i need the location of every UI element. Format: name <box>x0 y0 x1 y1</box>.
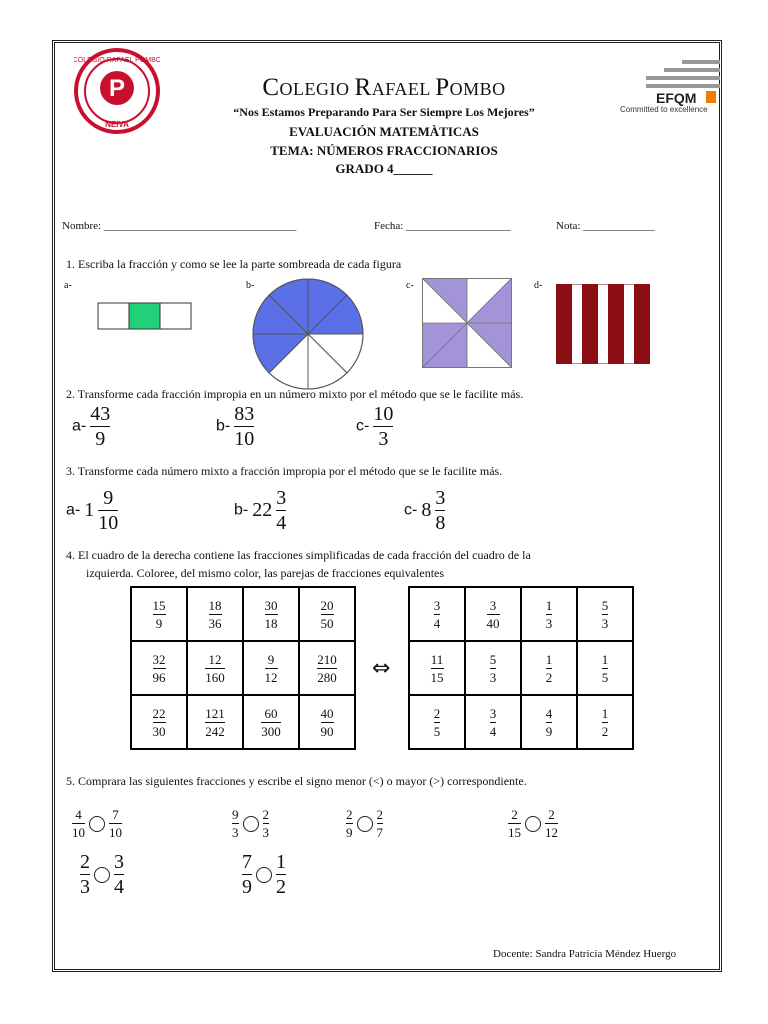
figure-a-label: a- <box>64 280 72 291</box>
figure-c-square <box>422 278 512 368</box>
question-4-line2: izquierda. Coloree, del mismo color, las parejas de fracciones equivalentes <box>86 566 445 580</box>
right-fraction-row <box>409 641 633 695</box>
left-fraction-cell[interactable]: $\frac{121}{242}$ <box>187 695 243 749</box>
left-fraction-cell[interactable]: $\frac{60}{300}$ <box>243 695 299 749</box>
q2-item-a: a- $\frac{43}{9}$ <box>72 403 111 450</box>
left-fraction-cell[interactable]: $\frac{9}{12}$ <box>243 641 299 695</box>
left-fraction-cell[interactable]: $\frac{32}{96}$ <box>131 641 187 695</box>
compare-pair: $\frac{2}{15}$ $\frac{2}{12}$ <box>508 807 558 840</box>
left-fraction-row <box>131 641 355 695</box>
answer-circle[interactable] <box>94 867 110 883</box>
teacher-signature: Docente: Sandra Patricia Méndez Huergo <box>493 948 677 960</box>
left-fraction-row <box>131 695 355 749</box>
left-fraction-cell[interactable]: $\frac{30}{18}$ <box>243 587 299 641</box>
right-fraction-row <box>409 587 633 641</box>
grade: GRADO 4______ <box>335 161 433 176</box>
equivalence-arrow-icon: ⇔ <box>372 656 391 681</box>
efqm-name: EFQM <box>656 90 697 106</box>
figure-d-label: d- <box>534 280 543 291</box>
logo-top-text: COLEGIO RAFAEL POMBO <box>74 57 160 64</box>
left-fraction-cell[interactable]: $\frac{12}{160}$ <box>187 641 243 695</box>
answer-circle[interactable] <box>89 816 105 832</box>
right-fraction-cell[interactable]: $\frac{3}{4}$ <box>409 587 465 641</box>
answer-circle[interactable] <box>357 816 373 832</box>
q2-item-c: c- $\frac{10}{3}$ <box>356 403 394 450</box>
compare-pair: $\frac{9}{3}$ $\frac{2}{3}$ <box>232 807 269 840</box>
answer-circle[interactable] <box>243 816 259 832</box>
right-fraction-cell[interactable]: $\frac{5}{3}$ <box>465 641 521 695</box>
logo-letter: P <box>108 75 126 102</box>
right-fraction-cell[interactable]: $\frac{5}{3}$ <box>577 587 633 641</box>
efqm-tagline: Committed to excellence <box>620 105 708 114</box>
right-fraction-cell[interactable]: $\frac{1}{2}$ <box>577 695 633 749</box>
right-fraction-cell[interactable]: $\frac{1}{3}$ <box>521 587 577 641</box>
name-field[interactable]: Nombre: ___________________________________ <box>62 220 297 232</box>
left-fraction-row <box>131 587 355 641</box>
right-fraction-cell[interactable]: $\frac{3}{40}$ <box>465 587 521 641</box>
compare-pair: $\frac{4}{10}$ $\frac{7}{10}$ <box>72 807 122 840</box>
eval-title: EVALUACIÓN MATEMÀTICAS <box>289 124 479 139</box>
left-fraction-cell[interactable]: $\frac{15}{9}$ <box>131 587 187 641</box>
right-fraction-cell[interactable]: $\frac{3}{4}$ <box>465 695 521 749</box>
figure-c-label: c- <box>406 280 414 291</box>
answer-circle[interactable] <box>256 867 272 883</box>
question-1: 1. Escriba la fracción y como se lee la parte sombreada de cada figura <box>66 257 402 271</box>
topic: TEMA: NÚMEROS FRACCIONARIOS <box>270 143 498 158</box>
right-fraction-cell[interactable]: $\frac{4}{9}$ <box>521 695 577 749</box>
right-fraction-cell[interactable]: $\frac{11}{15}$ <box>409 641 465 695</box>
left-fraction-cell[interactable]: $\frac{22}{30}$ <box>131 695 187 749</box>
left-fraction-cell[interactable]: $\frac{210}{280}$ <box>299 641 355 695</box>
q3-item-a: a- 1 $\frac{9}{10}$ <box>66 487 119 534</box>
compare-pair: $\frac{7}{9}$ $\frac{1}{2}$ <box>242 851 286 898</box>
right-fraction-table <box>408 586 634 750</box>
q3-item-b: b- 22 $\frac{3}{4}$ <box>234 487 287 534</box>
right-fraction-cell[interactable]: $\frac{1}{5}$ <box>577 641 633 695</box>
figure-a-bar <box>97 302 193 330</box>
motto: “Nos Estamos Preparando Para Ser Siempre Los Mejores” <box>233 105 535 119</box>
question-3: 3. Transforme cada número mixto a fracción impropia por el método que se le facilite más. <box>66 464 503 478</box>
school-title: COLEGIO RAFAEL POMBO <box>262 74 506 101</box>
logo-bottom-text: NEIVA <box>105 120 129 129</box>
left-fraction-table <box>130 586 356 750</box>
right-fraction-row <box>409 695 633 749</box>
right-fraction-cell[interactable]: $\frac{1}{2}$ <box>521 641 577 695</box>
q2-item-b: b- $\frac{83}{10}$ <box>216 403 255 450</box>
q3-item-c: c- 8 $\frac{3}{8}$ <box>404 487 446 534</box>
question-5: 5. Comprara las siguientes fracciones y escribe el signo menor (<) o mayor (>) correspondiente. <box>66 774 527 788</box>
compare-pair: $\frac{2}{9}$ $\frac{2}{7}$ <box>346 807 383 840</box>
date-field[interactable]: Fecha: ___________________ <box>374 220 511 232</box>
question-2: 2. Transforme cada fracción impropia en un número mixto por el método que se le facilite más. <box>66 387 524 401</box>
answer-circle[interactable] <box>525 816 541 832</box>
compare-pair: $\frac{2}{3}$ $\frac{3}{4}$ <box>80 851 124 898</box>
figure-b-circle <box>251 277 365 391</box>
grade-field[interactable]: Nota: _____________ <box>556 220 655 232</box>
figure-d-stripes <box>556 284 650 364</box>
left-fraction-cell[interactable]: $\frac{20}{50}$ <box>299 587 355 641</box>
figure-b-label: b- <box>246 280 255 291</box>
left-fraction-cell[interactable]: $\frac{18}{36}$ <box>187 587 243 641</box>
right-fraction-cell[interactable]: $\frac{2}{5}$ <box>409 695 465 749</box>
question-4-line1: 4. El cuadro de la derecha contiene las fracciones simplificadas de cada fracción del cuadro de la <box>66 548 531 562</box>
left-fraction-cell[interactable]: $\frac{40}{90}$ <box>299 695 355 749</box>
page-border <box>52 40 722 972</box>
